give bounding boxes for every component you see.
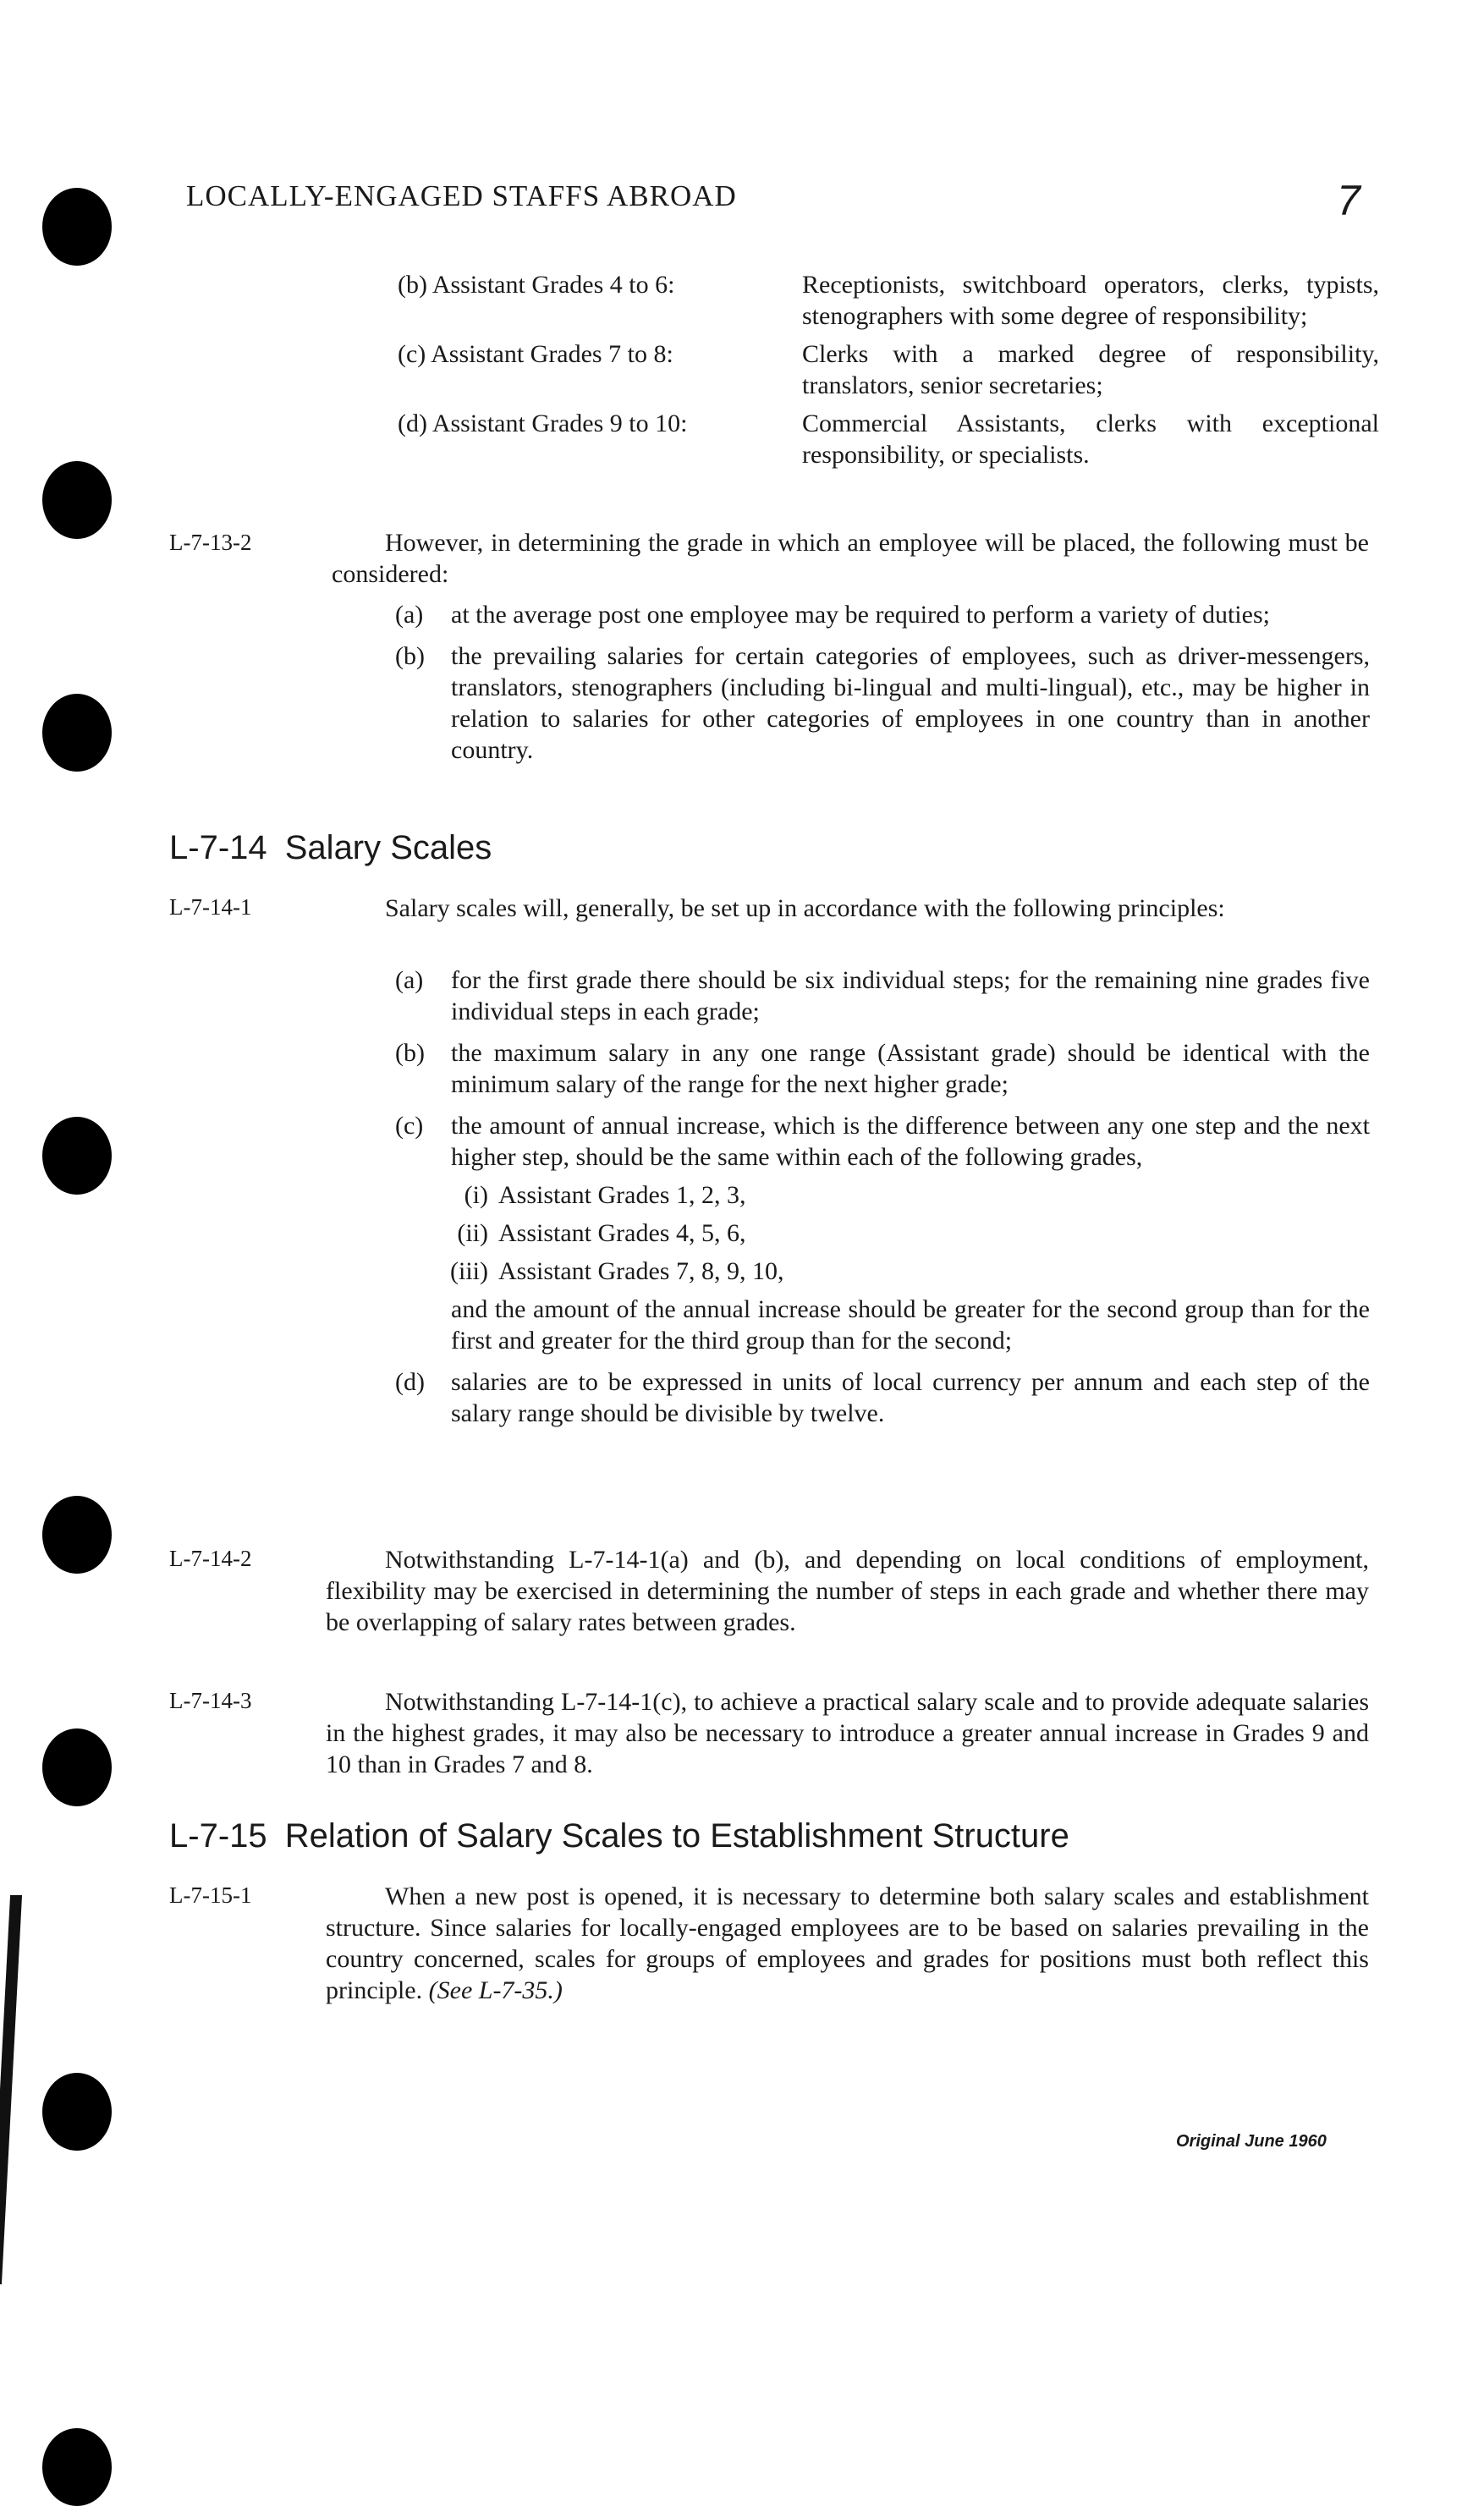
item-text: for the first grade there should be six individual steps; for the remaining nine grades five individual steps in each grade;: [451, 966, 1370, 1025]
item-label: (d): [395, 1368, 425, 1396]
grade-list: [398, 269, 1379, 470]
sub-item: [395, 1256, 1370, 1287]
item-label: (b): [395, 1039, 425, 1067]
binder-hole: [42, 1117, 112, 1195]
list-item: [395, 599, 1370, 630]
cross-reference: (See L-7-35.): [428, 1976, 563, 2004]
list-item: [395, 1110, 1370, 1173]
paragraph-number: L-7-13-2: [169, 530, 252, 555]
paragraph-number: L-7-15-1: [169, 1882, 252, 1908]
revision-footer: Original June 1960: [1176, 2132, 1327, 2151]
section-heading: [169, 829, 492, 867]
item-text: the prevailing salaries for certain categories of employees, such as driver-messengers, translators, stenographers (including bi-lingual and multi-lingual), etc., may be higher in relation to salaries for other categories of employees in one country than in another country.: [451, 642, 1370, 764]
grade-description: Receptionists, switchboard operators, clerks, typists, stenographers with some degree of responsibility;: [802, 271, 1379, 330]
binder-hole: [42, 461, 112, 539]
grade-description: Clerks with a marked degree of responsibility, translators, senior secretaries;: [802, 340, 1379, 399]
paragraph-text: Salary scales will, generally, be set up in accordance with the following principles:: [385, 894, 1225, 922]
page-number: 7: [1337, 177, 1360, 224]
item-label: (b): [395, 642, 425, 670]
paragraph-text: However, in determining the grade in which an employee will be placed, the following must be considered:: [332, 529, 1369, 588]
item-c-continuation: and the amount of the annual increase should be greater for the second group than for the first and greater for the third group than for the second;: [451, 1295, 1370, 1355]
section-heading: [169, 1817, 1069, 1855]
paragraph-text: Notwithstanding L-7-14-1(a) and (b), and depending on local conditions of employment, flexibility may be exercised in determining the number of steps in each grade and whether there may be overlapping of salary rates between grades.: [326, 1546, 1369, 1636]
section-title: Salary Scales: [284, 829, 492, 866]
grade-label: (d) Assistant Grades 9 to 10:: [398, 409, 688, 437]
list-item: [395, 640, 1370, 766]
binder-hole: [42, 694, 112, 772]
considerations-list: [395, 599, 1370, 766]
running-header: LOCALLY-ENGAGED STAFFS ABROAD: [186, 179, 737, 212]
grade-item: [398, 408, 1379, 470]
sub-item-label: (iii): [450, 1257, 488, 1285]
item-text: at the average post one employee may be required to perform a variety of duties;: [451, 601, 1270, 629]
item-text: salaries are to be expressed in units of local currency per annum and each step of the salary range should be divisible by twelve.: [451, 1368, 1370, 1427]
binder-hole: [42, 2073, 112, 2151]
paragraph-text: [326, 1881, 1369, 2006]
grade-label: (c) Assistant Grades 7 to 8:: [398, 340, 673, 368]
paragraph-number: L-7-14-1: [169, 894, 252, 920]
section-number: L-7-14: [169, 829, 267, 866]
binder-hole: [42, 188, 112, 266]
paragraph-number: L-7-14-2: [169, 1546, 252, 1571]
item-text: the amount of annual increase, which is the difference between any one step and the next higher step, should be the same within each of the following grades,: [451, 1112, 1370, 1171]
sub-item-text: Assistant Grades 4, 5, 6,: [498, 1219, 746, 1247]
section-title: Relation of Salary Scales to Establishment Structure: [284, 1817, 1069, 1855]
grade-item: [398, 269, 1379, 332]
grade-label: (b) Assistant Grades 4 to 6:: [398, 271, 675, 299]
paragraph-text: Notwithstanding L-7-14-1(c), to achieve a practical salary scale and to provide adequate salaries in the highest grades, it may also be necessary to introduce a greater annual increase in Grades 9 and 10 than in Grades 7 and 8.: [326, 1688, 1369, 1778]
list-item: [395, 1366, 1370, 1429]
paragraph-number: L-7-14-3: [169, 1688, 252, 1713]
scan-edge-mark: [0, 1895, 22, 2284]
item-label: (a): [395, 966, 424, 994]
binder-hole: [42, 2428, 112, 2506]
binder-hole: [42, 1496, 112, 1574]
sub-item: [395, 1217, 1370, 1249]
grade-description: Commercial Assistants, clerks with exceptional responsibility, or specialists.: [802, 409, 1379, 469]
sub-item-text: Assistant Grades 1, 2, 3,: [498, 1181, 746, 1209]
sub-item-label: (i): [464, 1181, 488, 1209]
paragraph-body: When a new post is opened, it is necessary to determine both salary scales and establishment structure. Since salaries for locally-engaged employees are to be based on salaries prevailing in the country concerned, scales for groups of employees and grades for positions must both reflect this principle.: [326, 1882, 1369, 2004]
item-label: (a): [395, 601, 424, 629]
list-item: [395, 964, 1370, 1027]
sub-item-text: Assistant Grades 7, 8, 9, 10,: [498, 1257, 784, 1285]
grade-group-list: [395, 1179, 1370, 1287]
section-number: L-7-15: [169, 1817, 267, 1855]
item-label: (c): [395, 1112, 424, 1140]
list-item: [395, 1037, 1370, 1100]
binder-hole: [42, 1728, 112, 1806]
grade-item: [398, 338, 1379, 401]
item-text: the maximum salary in any one range (Assistant grade) should be identical with the minimum salary of the range for the next higher grade;: [451, 1039, 1370, 1098]
sub-item-label: (ii): [457, 1219, 488, 1247]
sub-item: [395, 1179, 1370, 1211]
principles-list: [395, 964, 1370, 1429]
